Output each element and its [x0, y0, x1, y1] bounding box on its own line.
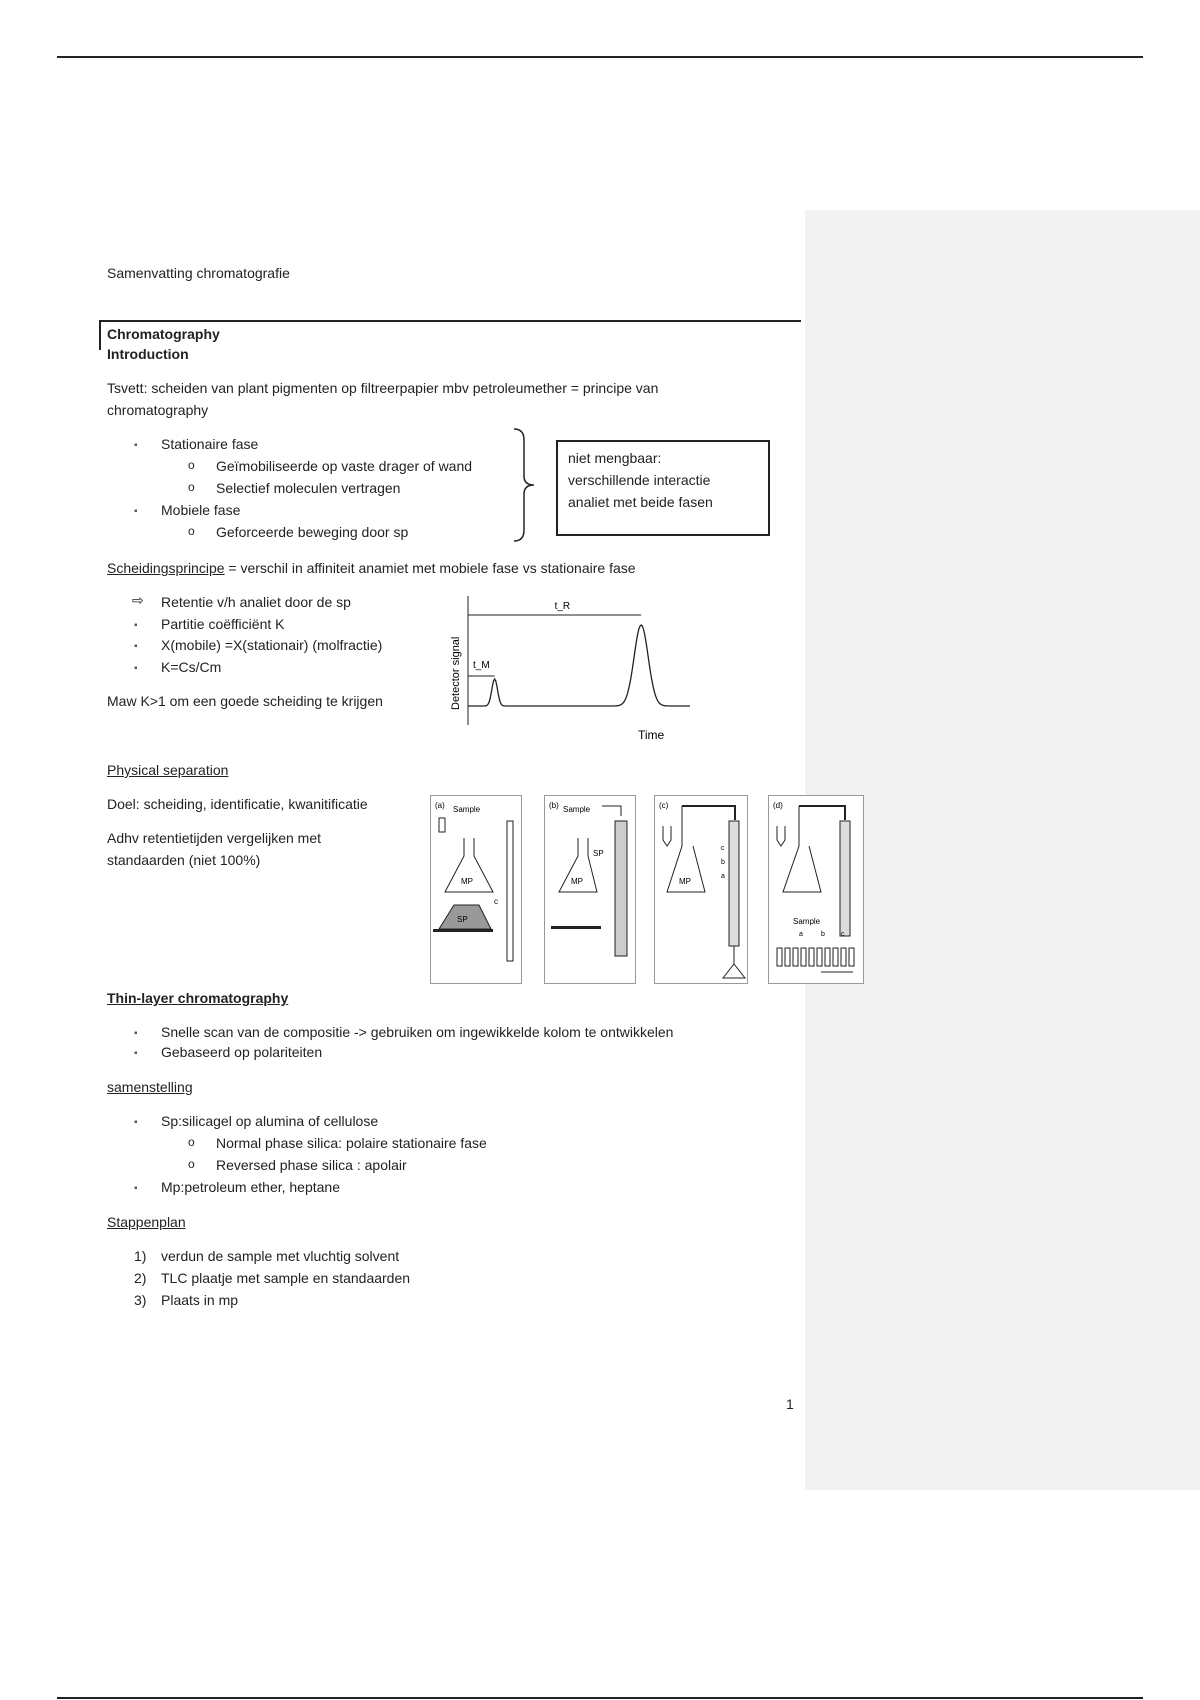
circle-bullet-icon: o: [188, 1157, 195, 1171]
page-number: 1: [786, 1396, 794, 1412]
footer-rule: [57, 1697, 1143, 1699]
signal-trace: [468, 625, 690, 706]
subsection-heading: Introduction: [107, 346, 189, 362]
plate-icon: [551, 926, 601, 929]
vial-icon: [663, 826, 671, 846]
physical-heading: Physical separation: [107, 762, 229, 778]
panel-label: MP: [461, 877, 473, 886]
principle-item: Partitie coëfficiënt K: [161, 616, 285, 632]
circle-bullet-icon: o: [188, 524, 195, 538]
feed-line-icon: [602, 806, 621, 816]
note-line-3: analiet met beide fasen: [568, 494, 713, 510]
panel-label: MP: [571, 877, 583, 886]
bullet-icon: ▪: [134, 1183, 138, 1194]
t-r-label: t_R: [554, 601, 571, 612]
figure-panel-a: [430, 795, 522, 984]
principle-line: [107, 557, 636, 579]
bullet-icon: ▪: [134, 1117, 138, 1128]
panel-label: b: [721, 859, 725, 866]
arrow-right-icon: ⇨: [132, 592, 144, 608]
principle-item: X(mobile) =X(stationair) (molfractie): [161, 637, 383, 653]
circle-bullet-icon: o: [188, 480, 195, 494]
figure-panel-c: [654, 795, 748, 984]
bullet-icon: ▪: [134, 1028, 138, 1039]
panel-tag: (b): [549, 801, 559, 810]
bullet-icon: ▪: [134, 440, 138, 451]
note-box: [556, 440, 770, 536]
list-item-mobile: Mobiele fase: [161, 502, 241, 518]
bullet-icon: ▪: [134, 620, 138, 631]
column-icon: [507, 821, 513, 961]
list-item-mobile-sub1: Geforceerde beweging door sp: [216, 524, 409, 540]
panel-label: a: [721, 873, 725, 880]
tlc-heading: Thin-layer chromatography: [107, 990, 289, 1006]
principle-conclusion: Maw K>1 om een goede scheiding te krijgen: [107, 693, 383, 709]
panel-label: c: [841, 931, 845, 938]
stappenplan-heading: Stappenplan: [107, 1214, 186, 1230]
comment-pane: [805, 210, 1200, 1490]
list-item-stationary: Stationaire fase: [161, 436, 259, 452]
samenstelling-sp-sub1: Normal phase silica: polaire stationaire fase: [216, 1135, 487, 1151]
note-line-1: niet mengbaar:: [568, 450, 662, 466]
circle-bullet-icon: o: [188, 1135, 195, 1149]
step-number: 1): [134, 1248, 147, 1264]
panel-label: c: [494, 897, 498, 906]
flask-icon: [783, 806, 821, 892]
step-number: 3): [134, 1292, 147, 1308]
feed-line-icon: [682, 806, 735, 820]
note-line-2: verschillende interactie: [568, 472, 711, 488]
panel-tag: (d): [773, 801, 783, 810]
feed-line-icon: [799, 806, 845, 820]
tlc-item: Gebaseerd op polariteiten: [161, 1044, 323, 1060]
y-axis-label: Detector signal: [450, 636, 462, 710]
samenstelling-mp: Mp:petroleum ether, heptane: [161, 1179, 341, 1195]
panel-label: SP: [457, 915, 468, 924]
panel-tag: (a): [435, 801, 445, 810]
panel-label: c: [721, 845, 725, 852]
brace-icon: [512, 428, 538, 542]
panel-label: b: [821, 931, 825, 938]
bullet-icon: ▪: [134, 1048, 138, 1059]
figure-panel-d: [768, 795, 864, 984]
principle-label: Scheidingsprincipe: [107, 560, 225, 576]
principle-text: = verschil in affiniteit anamiet met mobiele fase vs stationaire fase: [224, 560, 636, 576]
panel-label: Sample: [563, 805, 591, 814]
step-number: 2): [134, 1270, 147, 1286]
chromatogram-chart: [445, 592, 695, 742]
step-text: TLC plaatje met sample en standaarden: [161, 1270, 411, 1286]
vial-icon: [439, 818, 445, 832]
column-icon: [615, 821, 627, 956]
panel-label: a: [799, 931, 803, 938]
bullet-icon: ▪: [134, 663, 138, 674]
step-text: Plaats in mp: [161, 1292, 239, 1308]
vial-icon: [777, 826, 785, 846]
plate-icon: [433, 929, 493, 932]
test-tube-rack-icon: [777, 948, 854, 972]
samenstelling-sp-sub2: Reversed phase silica : apolair: [216, 1157, 407, 1173]
bullet-icon: ▪: [134, 641, 138, 652]
section-heading: Chromatography: [107, 326, 220, 342]
panel-label: Sample: [793, 917, 821, 926]
panel-tag: (c): [659, 801, 669, 810]
figure-panel-b: [544, 795, 636, 984]
circle-bullet-icon: o: [188, 458, 195, 472]
panel-label: MP: [679, 877, 691, 886]
principle-item: K=Cs/Cm: [161, 659, 222, 675]
step-text: verdun de sample met vluchtig solvent: [161, 1248, 400, 1264]
column-icon: [729, 821, 739, 946]
list-item-stationary-sub1: Geïmobiliseerde op vaste drager of wand: [216, 458, 473, 474]
doc-title: Samenvatting chromatografie: [107, 265, 290, 281]
bullet-icon: ▪: [134, 506, 138, 517]
x-axis-label: Time: [638, 728, 665, 742]
header-rule: [57, 56, 1143, 58]
principle-item: Retentie v/h analiet door de sp: [161, 594, 351, 610]
samenstelling-heading: samenstelling: [107, 1079, 193, 1095]
column-icon: [840, 821, 850, 936]
tsvett-line-1: Tsvett: scheiden van plant pigmenten op filtreerpapier mbv petroleumether = principe van: [107, 380, 659, 396]
t-m-label: t_M: [473, 660, 490, 671]
list-item-stationary-sub2: Selectief moleculen vertragen: [216, 480, 401, 496]
samenstelling-sp: Sp:silicagel op alumina of cellulose: [161, 1113, 379, 1129]
physical-ret-2: standaarden (niet 100%): [107, 852, 261, 868]
collection-flask-icon: [723, 946, 745, 978]
tlc-item: Snelle scan van de compositie -> gebruiken om ingewikkelde kolom te ontwikkelen: [161, 1024, 674, 1040]
physical-goal: Doel: scheiding, identificatie, kwanitificatie: [107, 796, 368, 812]
physical-ret-1: Adhv retentietijden vergelijken met: [107, 830, 322, 846]
panel-label: Sample: [453, 805, 481, 814]
panel-label: SP: [593, 849, 604, 858]
tsvett-line-2: chromatography: [107, 402, 209, 418]
